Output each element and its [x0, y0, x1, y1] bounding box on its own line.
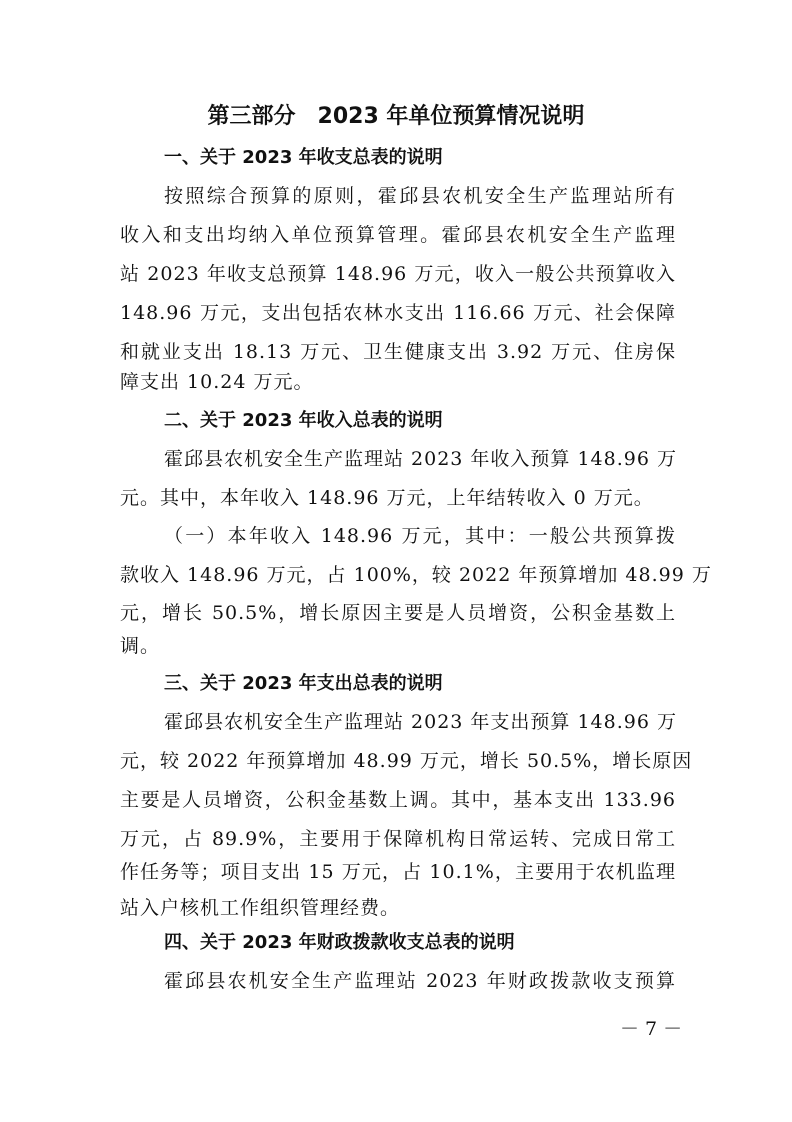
paragraph-line: 霍邱县农机安全生产监理站 2023 年财政拨款收支预算 [164, 970, 676, 992]
paragraph-line: 元。其中，本年收入 148.96 万元，上年结转收入 0 万元。 [120, 487, 654, 509]
section-4-heading: 四、关于 2023 年财政拨款收支总表的说明 [164, 932, 515, 953]
paragraph-line: （一）本年收入 148.96 万元，其中：一般公共预算拨 [164, 525, 676, 547]
paragraph-line: 调。 [120, 635, 161, 657]
paragraph-line: 万元，占 89.9%，主要用于保障机构日常运转、完成日常工 [120, 828, 676, 850]
paragraph-line: 按照综合预算的原则，霍邱县农机安全生产监理站所有 [164, 185, 676, 207]
paragraph-line: 148.96 万元，支出包括农林水支出 116.66 万元、社会保障 [120, 302, 676, 324]
paragraph-line: 款收入 148.96 万元，占 100%，较 2022 年预算增加 48.99 万 [120, 564, 712, 586]
paragraph-line: 主要是人员增资，公积金基数上调。其中，基本支出 133.96 [120, 789, 676, 811]
paragraph-line: 收入和支出均纳入单位预算管理。霍邱县农机安全生产监理 [120, 224, 676, 246]
paragraph-line: 元，较 2022 年预算增加 48.99 万元，增长 50.5%，增长原因 [120, 750, 693, 772]
page-number: － 7 － [620, 1018, 683, 1040]
paragraph-line: 霍邱县农机安全生产监理站 2023 年收入预算 148.96 万 [164, 448, 677, 470]
paragraph-line: 元，增长 50.5%，增长原因主要是人员增资，公积金基数上 [120, 602, 676, 624]
section-1-heading: 一、关于 2023 年收支总表的说明 [164, 147, 443, 168]
paragraph-line: 作任务等；项目支出 15 万元，占 10.1%，主要用于农机监理 [120, 861, 676, 883]
paragraph-line: 站入户核机工作组织管理经费。 [120, 897, 401, 919]
page-title: 第三部分 2023 年单位预算情况说明 [207, 104, 585, 129]
paragraph-line: 霍邱县农机安全生产监理站 2023 年支出预算 148.96 万 [164, 711, 677, 733]
section-3-heading: 三、关于 2023 年支出总表的说明 [164, 673, 443, 694]
paragraph-line: 障支出 10.24 万元。 [120, 371, 314, 393]
paragraph-line: 站 2023 年收支总预算 148.96 万元，收入一般公共预算收入 [120, 263, 676, 285]
paragraph-line: 和就业支出 18.13 万元、卫生健康支出 3.92 万元、住房保 [120, 341, 676, 363]
section-2-heading: 二、关于 2023 年收入总表的说明 [164, 410, 443, 431]
